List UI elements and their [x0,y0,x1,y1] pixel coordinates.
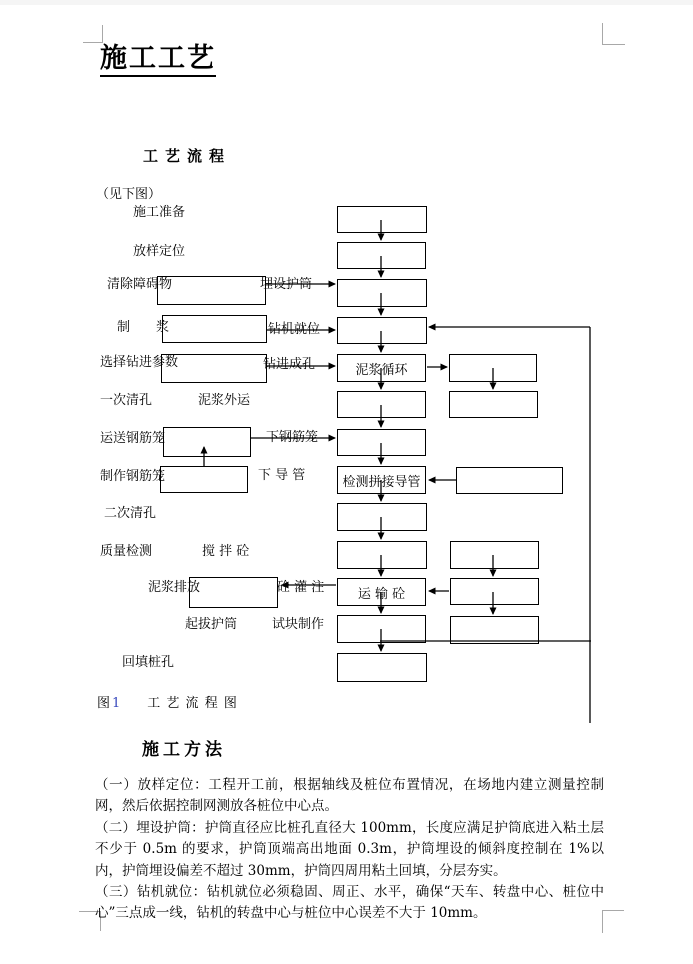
flow-box [450,541,539,569]
flow-step-label: 砼 灌 注 [277,580,325,595]
flow-box [337,503,427,531]
flow-box [450,578,539,605]
flow-step-label: 二次清孔 [104,506,157,521]
flow-box [189,577,278,608]
method-paragraphs [95,775,604,925]
flow-box [337,206,427,233]
flow-step-label: 放样定位 [133,244,186,259]
flow-step-label: 施工准备 [133,205,186,220]
flow-step-label: 埋设护筒 [260,277,313,292]
margin-crop-mark-top-left [83,25,103,43]
flow-step-label: 质量检测 [100,544,153,559]
paragraph-casing-embedding: （二）埋设护筒：护筒直径应比桩孔直径大 100mm，长度应满足护筒底进入粘土层不少于 0.5m 的要求，护筒顶端高出地面 0.3m，护筒埋设的倾斜度控制在 1%以内，护筒埋设偏差不超过 30mm，护筒四周用粘土回填，分层夯实。 [95,819,604,879]
flow-step-label: 泥浆外运 [198,393,251,408]
section-heading-process: 工艺流程 [143,147,232,165]
flow-box [337,653,427,682]
flow-box [449,391,538,418]
flow-step-label: 钻进成孔 [263,357,316,372]
flow-step-label: 钻机就位 [268,322,321,337]
figure-caption [97,692,238,711]
flow-step-label: 制作钢筋笼 [100,469,166,484]
flow-step-label: 搅 拌 砼 [202,544,250,559]
flow-step-label: 回填桩孔 [122,655,175,670]
figure-caption-prefix: 图 [97,696,111,711]
figure-caption-title: 工 艺 流 程 图 [147,696,238,711]
flow-box [157,276,266,305]
see-figure-note: （见下图） [96,187,162,202]
flow-box [337,242,426,269]
flow-box [337,391,426,418]
flow-box [162,315,267,343]
flow-box [337,317,427,344]
flow-step-label: 下钢筋笼 [266,430,319,445]
flow-step-label: 下 导 管 [258,468,306,483]
flow-box [337,279,427,307]
flow-step-label: 清除障碍物 [107,277,173,292]
section-heading-method: 施工方法 [142,740,226,760]
flow-box-labeled: 检测拼接导管 [337,466,426,494]
flow-box-labeled: 泥浆循环 [337,354,426,382]
flow-box [337,429,426,456]
figure-caption-number: 1 [112,696,121,711]
flow-box [337,541,427,569]
flow-step-label: 试块制作 [272,617,325,632]
window-top-edge [0,0,693,5]
flow-box [450,616,539,644]
flow-step-label: 运送钢筋笼 [100,431,166,446]
margin-crop-mark-top-right [602,23,625,45]
flow-step-label: 起拔护筒 [185,617,238,632]
flow-step-label: 制 浆 [117,320,170,335]
paragraph-rig-positioning: （三）钻机就位：钻机就位必须稳固、周正、水平，确保“天车、转盘中心、桩位中心”三点成一线，钻机的转盘中心与桩位中心误差不大于 10mm。 [95,884,604,922]
flow-box [160,466,248,493]
flow-box [456,467,563,494]
flow-box [449,354,537,382]
flow-step-label: 泥浆排放 [148,580,201,595]
flow-step-label: 一次清孔 [100,393,153,408]
flow-box-labeled: 运 输 砼 [337,578,426,606]
flow-step-label: 选择钻进参数 [100,355,179,370]
flow-box [337,615,426,643]
margin-crop-mark-bottom-right [602,910,624,933]
document-title: 施工工艺 [100,44,216,77]
paragraph-layout-positioning: （一）放样定位：工程开工前，根据轴线及桩位布置情况，在场地内建立测量控制网，然后依据控制网测放各桩位中心点。 [95,777,604,815]
flow-box [163,427,251,457]
